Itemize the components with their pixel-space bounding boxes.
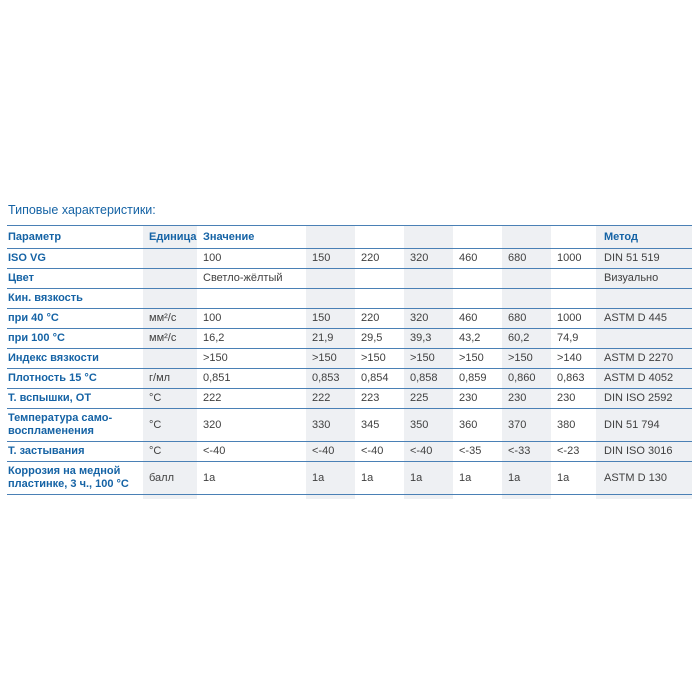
method-cell: DIN 51 794 (596, 409, 692, 442)
method-cell: Визуально (596, 269, 692, 289)
value-cell: 320 (404, 249, 453, 269)
value-cell: 16,2 (197, 329, 306, 349)
param-cell: Температура само-воспламенения (7, 409, 143, 442)
value-cell: 350 (404, 409, 453, 442)
value-cell: <-33 (502, 442, 551, 462)
value-cell: Светло-жёлтый (197, 269, 306, 289)
value-cell: 100 (197, 249, 306, 269)
param-cell: при 100 °C (7, 329, 143, 349)
value-cell: <-40 (355, 442, 404, 462)
value-cell: 0,854 (355, 369, 404, 389)
param-cell: ISO VG (7, 249, 143, 269)
value-cell: 1000 (551, 309, 596, 329)
value-cell: >150 (197, 349, 306, 369)
table-row (7, 349, 692, 369)
value-cell: >150 (453, 349, 502, 369)
value-cell: 370 (502, 409, 551, 442)
value-cell: >150 (404, 349, 453, 369)
value-cell: 320 (197, 409, 306, 442)
value-cell: 230 (551, 389, 596, 409)
value-cell: <-40 (404, 442, 453, 462)
value-cell: >150 (306, 349, 355, 369)
value-cell: 0,851 (197, 369, 306, 389)
param-cell: Т. застывания (7, 442, 143, 462)
unit-cell: °C (143, 409, 197, 442)
col-header-empty (502, 226, 551, 249)
value-cell: 225 (404, 389, 453, 409)
value-cell: 0,863 (551, 369, 596, 389)
method-cell: DIN ISO 3016 (596, 442, 692, 462)
col-header-empty (404, 226, 453, 249)
method-cell: ASTM D 4052 (596, 369, 692, 389)
value-cell: 220 (355, 249, 404, 269)
method-cell: DIN ISO 2592 (596, 389, 692, 409)
value-cell: 100 (197, 309, 306, 329)
value-cell: 60,2 (502, 329, 551, 349)
value-cell (197, 289, 306, 309)
table-row (7, 269, 692, 289)
method-cell: ASTM D 130 (596, 462, 692, 495)
col-header-empty (355, 226, 404, 249)
value-cell: 29,5 (355, 329, 404, 349)
value-cell (551, 289, 596, 309)
value-cell: 39,3 (404, 329, 453, 349)
method-cell (596, 289, 692, 309)
unit-cell (143, 249, 197, 269)
value-cell (306, 289, 355, 309)
value-cell: 1a (355, 462, 404, 495)
method-cell (596, 329, 692, 349)
datasheet (7, 203, 693, 499)
unit-cell (143, 269, 197, 289)
value-cell (453, 289, 502, 309)
value-cell: 21,9 (306, 329, 355, 349)
col-header-param: Параметр (7, 226, 143, 249)
col-header-empty (306, 226, 355, 249)
table-row (7, 289, 692, 309)
method-cell: ASTM D 445 (596, 309, 692, 329)
unit-cell: °C (143, 389, 197, 409)
value-cell: 230 (502, 389, 551, 409)
unit-cell (143, 349, 197, 369)
value-cell: 680 (502, 309, 551, 329)
value-cell: 1a (197, 462, 306, 495)
unit-cell: мм²/с (143, 309, 197, 329)
value-cell: 220 (355, 309, 404, 329)
table-row (7, 329, 692, 349)
header-row (7, 226, 692, 249)
unit-cell: балл (143, 462, 197, 495)
unit-cell (143, 289, 197, 309)
value-cell: 380 (551, 409, 596, 442)
value-cell: 222 (197, 389, 306, 409)
value-cell: 330 (306, 409, 355, 442)
param-cell: Индекс вязкости (7, 349, 143, 369)
value-cell: 0,853 (306, 369, 355, 389)
col-header-method: Метод (596, 226, 692, 249)
value-cell: 223 (355, 389, 404, 409)
col-header-empty (551, 226, 596, 249)
value-cell: 222 (306, 389, 355, 409)
table-row (7, 249, 692, 269)
table-row (7, 369, 692, 389)
value-cell: <-23 (551, 442, 596, 462)
value-cell: 0,860 (502, 369, 551, 389)
value-cell: 460 (453, 309, 502, 329)
table-row (7, 389, 692, 409)
param-cell: Цвет (7, 269, 143, 289)
value-cell: 460 (453, 249, 502, 269)
unit-cell: °C (143, 442, 197, 462)
value-cell: 0,859 (453, 369, 502, 389)
param-cell: Т. вспышки, ОТ (7, 389, 143, 409)
table-row (7, 442, 692, 462)
table-row (7, 409, 692, 442)
value-cell (502, 269, 551, 289)
value-cell: 680 (502, 249, 551, 269)
value-cell: 320 (404, 309, 453, 329)
value-cell: 1000 (551, 249, 596, 269)
value-cell: 1a (306, 462, 355, 495)
col-header-unit: Единица (143, 226, 197, 249)
value-cell: >140 (551, 349, 596, 369)
value-cell: 1a (453, 462, 502, 495)
value-cell (404, 269, 453, 289)
value-cell (355, 269, 404, 289)
page-title: Типовые характеристики: (8, 203, 156, 217)
value-cell: >150 (355, 349, 404, 369)
table-footer-extension (7, 495, 692, 500)
value-cell: <-40 (197, 442, 306, 462)
value-cell: 43,2 (453, 329, 502, 349)
unit-cell: мм²/с (143, 329, 197, 349)
col-header-value: Значение (197, 226, 306, 249)
value-cell: <-35 (453, 442, 502, 462)
value-cell (453, 269, 502, 289)
value-cell (551, 269, 596, 289)
value-cell: 74,9 (551, 329, 596, 349)
value-cell: 0,858 (404, 369, 453, 389)
col-header-empty (453, 226, 502, 249)
value-cell: 1a (404, 462, 453, 495)
value-cell: 360 (453, 409, 502, 442)
method-cell: ASTM D 2270 (596, 349, 692, 369)
value-cell: <-40 (306, 442, 355, 462)
value-cell (355, 289, 404, 309)
param-cell: при 40 °C (7, 309, 143, 329)
table-row (7, 309, 692, 329)
value-cell (306, 269, 355, 289)
value-cell: 150 (306, 249, 355, 269)
table-body (7, 249, 692, 500)
param-cell: Кин. вязкость (7, 289, 143, 309)
value-cell: 345 (355, 409, 404, 442)
value-cell: 230 (453, 389, 502, 409)
value-cell: 1a (551, 462, 596, 495)
value-cell: >150 (502, 349, 551, 369)
characteristics-table (7, 225, 692, 499)
value-cell (404, 289, 453, 309)
unit-cell: г/мл (143, 369, 197, 389)
param-cell: Коррозия на медной пластинке, 3 ч., 100 °C (7, 462, 143, 495)
value-cell: 150 (306, 309, 355, 329)
param-cell: Плотность 15 °C (7, 369, 143, 389)
value-cell (502, 289, 551, 309)
table-row (7, 462, 692, 495)
method-cell: DIN 51 519 (596, 249, 692, 269)
value-cell: 1a (502, 462, 551, 495)
